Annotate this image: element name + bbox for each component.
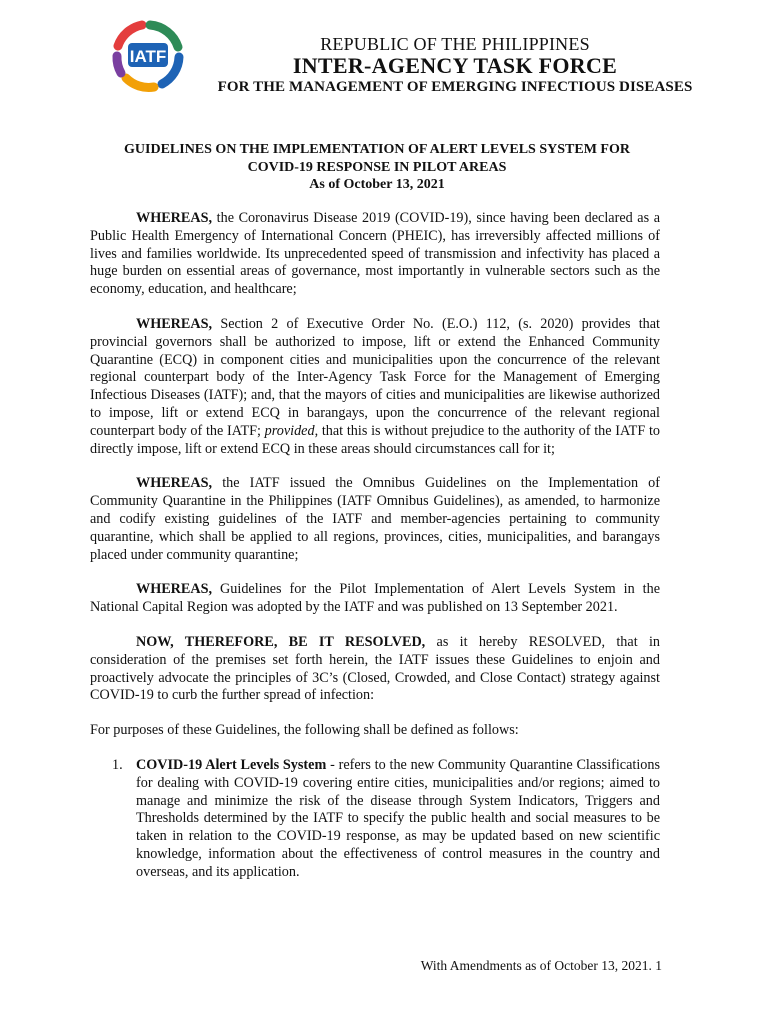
paragraph-text: the IATF issued the Omnibus Guidelines on the Implementation of Community Quarantine in the Philippines (IATF Omnibus Guidelines), as amended, to harmonize and codify existing guidelines of the IATF and member-agencies pertaining to community quarantine, which shall be applied to all regions, provinces, cities, municipalities, and barangays placed under community quarantine; (90, 475, 660, 563)
paragraph-text: as it hereby RESOLVED, that in consideration of the premises set forth herein, the IATF issues these Guidelines to enjoin and proactively advocate the principles of 3C’s (Closed, Crowded, and Close Contact) strategy against COVID-19 to curb the further spread of infection: (90, 633, 660, 704)
paragraph-lead: WHEREAS, (136, 210, 213, 226)
paragraph-text: the Coronavirus Disease 2019 (COVID-19), since having been declared as a Public Health Emergency of International Concern (PHEIC), has irreversibly affected millions of lives and families worldwide. Its unprecedented speed of transmission and infectivity has placed a huge burden on essential areas of governance, most importantly in vulnerable sectors such as the economy, education, and healthcare; (90, 210, 660, 298)
definition-body (136, 757, 660, 882)
document-body (90, 210, 660, 882)
paragraph-lead: NOW, THEREFORE, BE IT RESOLVED, (136, 633, 426, 650)
whereas-paragraph-1 (90, 210, 660, 299)
title-date: As of October 13, 2021 (309, 177, 445, 192)
title-line-1: GUIDELINES ON THE IMPLEMENTATION OF ALERT LEVELS SYSTEM FOR (124, 142, 630, 157)
logo-wordmark: IATF (129, 47, 167, 66)
paragraph-lead: WHEREAS, (136, 475, 213, 492)
whereas-paragraph-4 (90, 581, 660, 617)
paragraph-lead: WHEREAS, (136, 581, 213, 598)
letterhead-republic: REPUBLIC OF THE PHILIPPINES (320, 34, 590, 54)
document-title (90, 141, 664, 194)
title-line-2: COVID-19 RESPONSE IN PILOT AREAS (247, 159, 507, 175)
letterhead-agency: INTER-AGENCY TASK FORCE (292, 53, 618, 78)
paragraph-italic: provided (264, 422, 315, 439)
paragraph-text: Section 2 of Executive Order No. (E.O.) 112, (s. 2020) provides that provincial governors shall be authorized to impose, lift or extend the Enhanced Community Quarantine (ECQ) in component cities and municipalities upon the concurrence of the relevant regional counterpart body of the Inter-Agency Task Force for the Management of Emerging Infectious Diseases (IATF); and, that the mayors of cities and municipalities are likewise authorized to impose, lift or extend ECQ in barangays, upon the concurrence of the relevant regional counterpart body of the IATF; (90, 315, 660, 439)
whereas-paragraph-3 (90, 475, 660, 564)
iatf-logo (104, 14, 214, 102)
paragraph-text: Guidelines for the Pilot Implementation of Alert Levels System in the National Capital Region was adopted by the IATF and was published on 13 September 2021. (90, 581, 660, 616)
paragraph-lead: WHEREAS, (136, 315, 213, 332)
definition-number: 1. (112, 756, 123, 773)
resolved-paragraph (90, 634, 660, 705)
definitions-intro: For purposes of these Guidelines, the following shall be defined as follows: (90, 722, 519, 739)
definition-term: COVID-19 Alert Levels System (136, 756, 327, 773)
letterhead-mandate: FOR THE MANAGEMENT OF EMERGING INFECTIOUS DISEASES (217, 79, 693, 95)
definition-text: - refers to the new Community Quarantine Classifications for dealing with COVID-19 covering entire cities, municipalities and/or regions; aimed to manage and minimize the risk of the disease through System Indicators, Triggers and Thresholds determined by the IATF to specify the public health and social measures to be taken in relation to the COVID-19 response, as may be updated based on new scientific knowledge, information about the effectiveness of control measures in the country and overseas, and its application. (136, 756, 660, 880)
letterhead (210, 34, 700, 96)
iatf-logo-emblem (104, 14, 214, 102)
definition-item (90, 757, 660, 882)
page-footer: With Amendments as of October 13, 2021. 1 (420, 958, 662, 973)
paragraph-text-continued: , that this is without prejudice to the authority of the IATF to directly impose, lift or extend ECQ in these areas should circumstances call for it; (90, 422, 660, 457)
whereas-paragraph-2 (90, 316, 660, 458)
